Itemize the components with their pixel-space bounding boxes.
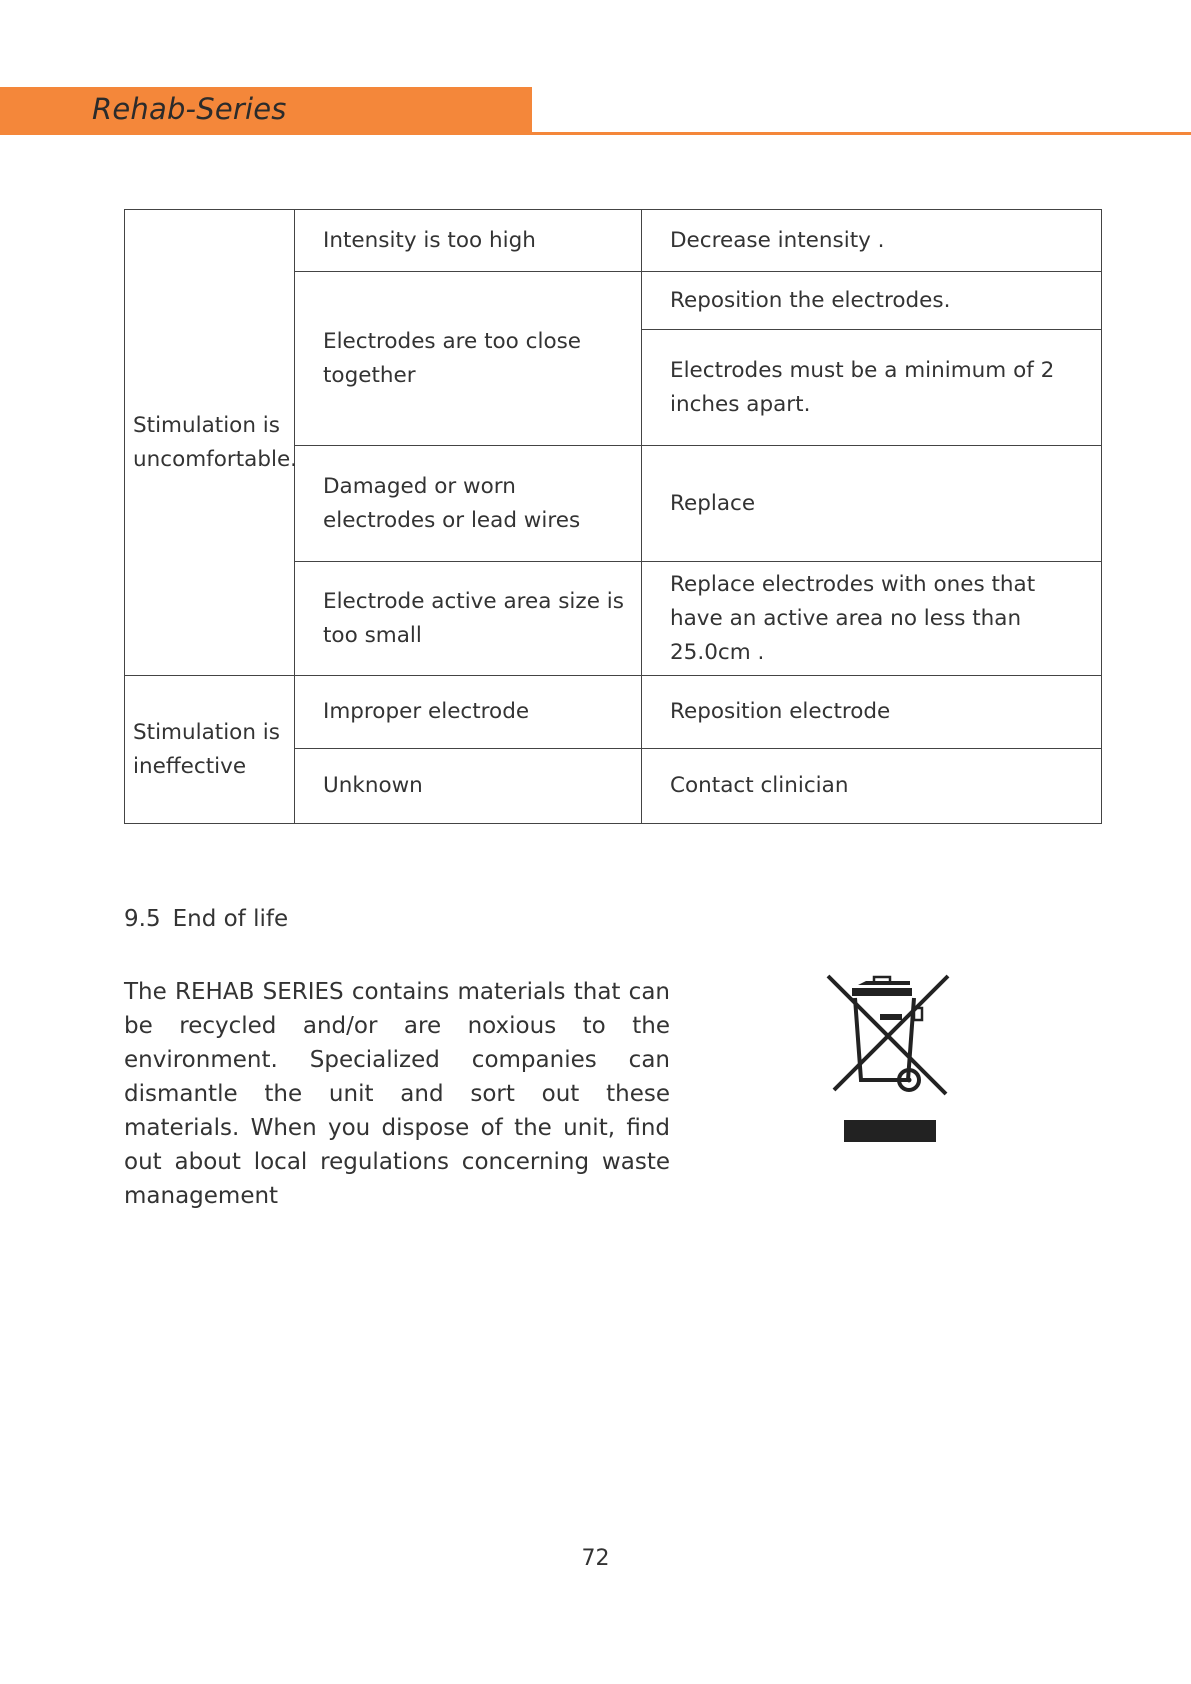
header-rule xyxy=(532,132,1191,135)
solution-cell: Replace electrodes with ones that have an active area no less than 25.0cm . xyxy=(642,562,1102,676)
section-heading xyxy=(124,906,288,932)
problem-cell: Stimulation is uncomfortable. xyxy=(125,210,295,676)
cause-cell: Damaged or worn electrodes or lead wires xyxy=(295,446,642,562)
section-body: The REHAB SERIES contains materials that can be recycled and/or are noxious to the environment. Specialized companies can dismantle the unit and sort out these materials. When you dispose of the unit, find out about local regulations concerning waste management xyxy=(124,979,670,1209)
section-title: End of life xyxy=(172,906,289,932)
page-number: 72 xyxy=(581,1546,610,1571)
troubleshooting-table xyxy=(124,209,1102,824)
solution-cell: Reposition electrode xyxy=(642,676,1102,749)
cause-cell: Unknown xyxy=(295,749,642,824)
cause-cell: Electrode active area size is too small xyxy=(295,562,642,676)
cause-cell: Electrodes are too close together xyxy=(295,272,642,446)
solution-cell: Contact clinician xyxy=(642,749,1102,824)
crossed-out-wheelie-bin-icon xyxy=(824,972,954,1148)
cause-cell: Intensity is too high xyxy=(295,210,642,272)
solution-cell: Replace xyxy=(642,446,1102,562)
solution-cell: Reposition the electrodes. xyxy=(642,272,1102,330)
solution-cell: Decrease intensity . xyxy=(642,210,1102,272)
table-row xyxy=(125,210,1102,272)
section-number: 9.5 xyxy=(124,906,161,932)
problem-cell: Stimulation is ineffective xyxy=(125,676,295,824)
solution-cell: Electrodes must be a minimum of 2 inches apart. xyxy=(642,330,1102,446)
header-title: Rehab-Series xyxy=(92,92,287,126)
table-row xyxy=(125,676,1102,749)
cause-cell: Improper electrode xyxy=(295,676,642,749)
